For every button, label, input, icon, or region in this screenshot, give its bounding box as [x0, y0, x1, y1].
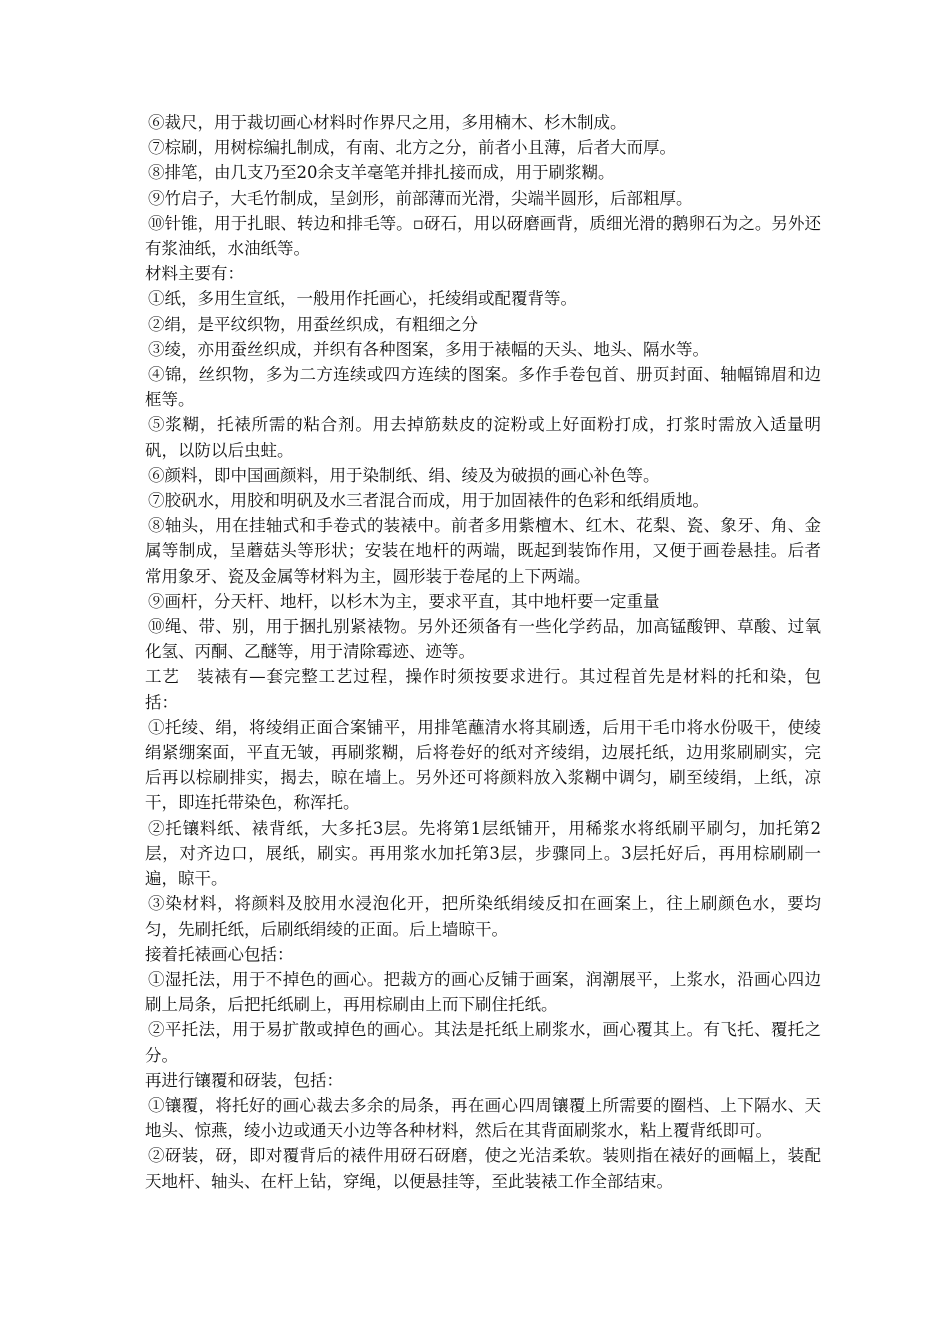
paragraph-zhu-qi-zi: ⑨竹启子，大毛竹制成，呈剑形，前部薄而光滑，尖端半圆形，后部粗厚。 [148, 188, 693, 208]
paragraph-yan-liao: ⑥颜料，即中国画颜料，用于染制纸、绢、绫及为破损的画心补色等。 [148, 465, 660, 485]
paragraph-xiang-fu: ①镶覆，将托好的画心裁去多余的局条，再在画心四周镶覆上所需要的圈档、上下隔水、天地头、惊燕，绫小边或通天小边等各种材料，然后在其背面刷浆水，粘上覆背纸即可。 [145, 1095, 821, 1141]
paragraph-zhou-tou: ⑧轴头，用在挂轴式和手卷式的装裱中。前者多用紫檀木、红木、花梨、瓷、象牙、角、金属等制成，呈蘑菇头等形状；安装在地杆的两端，既起到装饰作用，又便于画卷悬挂。后者常用象牙、瓷及金属等材料为主，圆形装于卷尾的上下两端。 [145, 516, 821, 586]
paragraph-ya-zhuang: ②砑装，砑，即对覆背后的裱件用砑石砑磨，使之光洁柔软。装则指在裱好的画幅上，装配天地杆、轴头、在杆上钻，穿绳，以便悬挂等，至此装裱工作全部结束。 [145, 1146, 821, 1191]
paragraph-juan: ②绢，是平纹织物，用蚕丝织成，有粗细之分 [148, 314, 478, 334]
paragraph-zhen-zhui: ⑩针锥，用于扎眼、转边和排毛等。▫砑石，用以砑磨画背，质细光滑的鹅卵石为之。另外还有浆油纸，水油纸等。 [145, 213, 821, 259]
paragraph-ping-tuo-fa: ②平托法，用于易扩散或掉色的画心。其法是托纸上刷浆水，画心覆其上。有飞托、覆托之分。 [145, 1020, 821, 1065]
paragraph-zong-shua: ⑦棕刷，用树棕编扎制成，有南、北方之分，前者小且薄，后者大而厚。 [148, 138, 676, 158]
heading-materials: 材料主要有： [145, 264, 244, 284]
paragraph-ling: ③绫，亦用蚕丝织成，并织有各种图案，多用于裱幅的天头、地头、隔水等。 [148, 339, 709, 359]
paragraph-cai-chi: ⑥裁尺，用于裁切画心材料时作界尺之用，多用楠木、杉木制成。 [148, 113, 627, 132]
heading-tuo-biao-hua-xin: 接着托裱画心包括： [145, 944, 294, 964]
paragraph-pai-bi: ⑧排笔，由几支乃至20余支羊毫笔并排扎接而成，用于刷浆糊。 [148, 163, 615, 183]
heading-xiang-fu-ya-zhuang: 再进行镶覆和砑装，包括： [145, 1070, 343, 1090]
paragraph-tuo-ling-juan: ①托绫、绢，将绫绢正面合案铺平，用排笔蘸清水将其刷透，后用干毛巾将水份吸干，使绫绢紧绷案面，平直无皱，再刷浆糊，后将卷好的纸对齐绫绢，边展托纸，边用浆刷刷实，完后再以棕刷排实，揭去，晾在墙上。另外还可将颜料放入浆糊中调匀，刷至绫绢，上纸，凉干，即连托带染色，称浑托。 [145, 717, 821, 813]
paragraph-tuo-xiang-liao-zhi: ②托镶料纸、裱背纸，大多托3层。先将第1层纸铺开，用稀浆水将纸刷平刷匀，加托第2层，对齐边口，展纸，刷实。再用浆水加托第3层，步骤同上。3层托好后，再用棕刷刷一遍，晾干。 [145, 818, 821, 889]
paragraph-shi-tuo-fa: ①湿托法，用于不掉色的画心。把裁方的画心反铺于画案，润潮展平，上浆水，沿画心四边刷上局条，后把托纸刷上，再用棕刷由上而下刷住托纸。 [145, 969, 821, 1015]
paragraph-hua-gan: ⑨画杆，分天杆、地杆，以杉木为主，要求平直，其中地杆要一定重量 [148, 591, 660, 611]
paragraph-ran-cai-liao: ③染材料，将颜料及胶用水浸泡化开，把所染纸绢绫反扣在画案上，往上刷颜色水，要均匀，先刷托纸，后刷纸绢绫的正面。后上墙晾干。 [145, 894, 821, 939]
paragraph-jin: ④锦，丝织物，多为二方连续或四方连续的图案。多作手卷包首、册页封面、轴幅锦眉和边框等。 [145, 365, 821, 410]
paragraph-zhi: ①纸，多用生宣纸，一般用作托画心，托绫绢或配覆背等。 [148, 289, 577, 309]
document-body [145, 110, 821, 1194]
paragraph-jiao-fan-shui: ⑦胶矾水，用胶和明矾及水三者混合而成，用于加固裱件的色彩和纸绢质地。 [148, 491, 709, 511]
paragraph-sheng-dai-bie: ⑩绳、带、别，用于捆扎别紧裱物。另外还须备有一些化学药品，加高锰酸钾、草酸、过氧化氢、丙酮、乙醚等，用于清除霉迹、迹等。 [145, 617, 821, 662]
paragraph-craft-intro: 工艺 装裱有—套完整工艺过程，操作时须按要求进行。其过程首先是材料的托和染，包括： [145, 667, 821, 712]
paragraph-jiang-hu: ⑤浆糊，托裱所需的粘合剂。用去掉筋麸皮的淀粉或上好面粉打成，打浆时需放入适量明矾，以防以后虫蛀。 [145, 415, 821, 460]
